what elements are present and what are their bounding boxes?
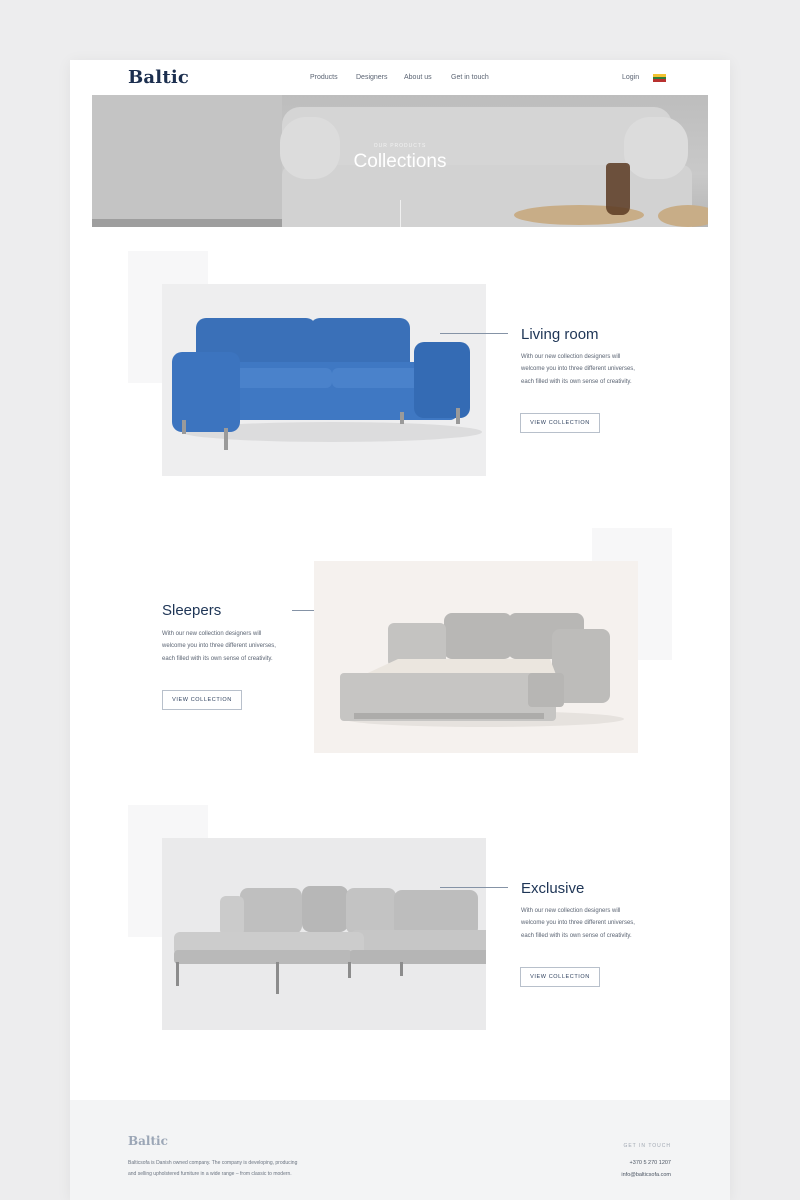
footer-contact-label: GET IN TOUCH <box>623 1143 671 1149</box>
connector-line <box>440 887 508 888</box>
footer-phone[interactable]: +370 5 270 1207 <box>629 1160 671 1166</box>
collection-title: Exclusive <box>521 880 585 897</box>
collection-title: Living room <box>521 326 599 343</box>
collection-title: Sleepers <box>162 602 222 619</box>
sleepers-image[interactable] <box>314 561 638 753</box>
view-collection-button[interactable]: VIEW COLLECTION <box>520 967 600 987</box>
scroll-indicator <box>400 200 401 227</box>
collection-description: With our new collection designers will welcome you into three different universes, each filled with its own sense of creativity. <box>521 908 635 939</box>
view-collection-button[interactable]: VIEW COLLECTION <box>520 413 600 433</box>
nav-item-about-us[interactable]: About us <box>404 74 432 81</box>
hero-eyebrow: OUR PRODUCTS <box>373 143 427 149</box>
hero-banner <box>92 95 708 227</box>
nav-item-designers[interactable]: Designers <box>356 74 388 81</box>
collection-description: With our new collection designers will welcome you into three different universes, each filled with its own sense of creativity. <box>521 354 635 385</box>
connector-line <box>440 333 508 334</box>
footer-email[interactable]: info@balticsofa.com <box>621 1172 671 1178</box>
footer <box>70 1100 730 1200</box>
nav-item-products[interactable]: Products <box>310 74 338 81</box>
nav-item-get-in-touch[interactable]: Get in touch <box>451 74 489 81</box>
hero-title: Collections <box>353 151 447 172</box>
brand-logo[interactable]: Baltic <box>128 67 190 88</box>
page <box>70 60 730 1200</box>
exclusive-image[interactable] <box>162 838 486 1030</box>
view-collection-button[interactable]: VIEW COLLECTION <box>162 690 242 710</box>
footer-about-text: Balticsofa is Danish owned company. The company is developing, producing and selling upholstered furniture in a wide range – from classic to modern. <box>128 1160 298 1177</box>
footer-logo[interactable]: Baltic <box>128 1134 168 1148</box>
living-room-image[interactable] <box>162 284 486 476</box>
login-link[interactable]: Login <box>622 74 640 81</box>
collection-description: With our new collection designers will welcome you into three different universes, each filled with its own sense of creativity. <box>162 631 276 662</box>
language-flag-icon[interactable] <box>653 74 666 82</box>
